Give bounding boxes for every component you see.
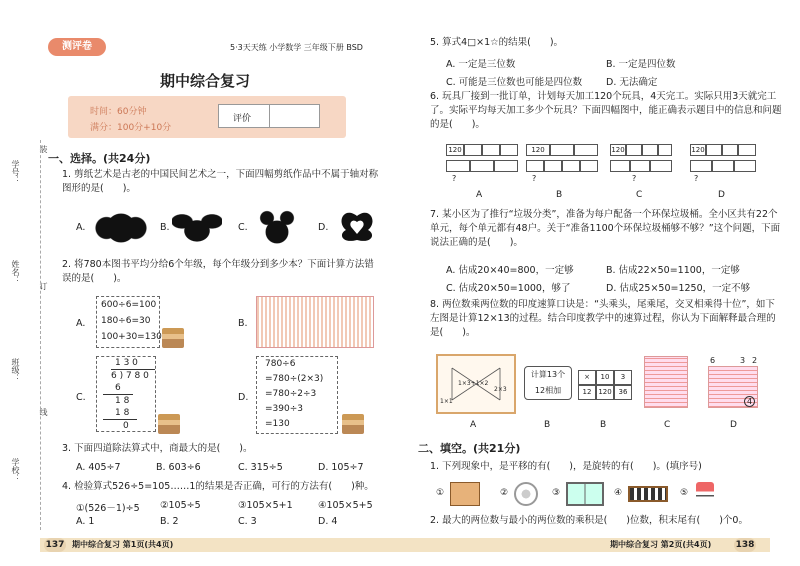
q2-c-quotient: 1 3 0	[115, 358, 138, 368]
series-header: 5·3天天练 小学数学 三年级下册 BSD	[230, 43, 363, 52]
q6-label-b[interactable]: B	[556, 190, 563, 200]
q2-c-step1: 6	[103, 382, 133, 395]
question-8: 8. 两位数乘两位数的印度速算口诀是：“头乘头，尾乘尾，交叉相乘得十位”，如下左图是计算12×13的过程。结合印度教学中的速算过程，你认为下面解释最合理的是( )。	[430, 299, 776, 338]
q6-diagram-c: 120 ?	[610, 144, 672, 184]
section-choice: 一、选择。(共24分)	[48, 152, 151, 165]
q7-option-a[interactable]: A. 估成20×40=800，一定够	[446, 265, 574, 276]
fill-question-2: 2. 最大的两位数与最小的两位数的乘积是( )位数，积末尾有( )个0。	[430, 515, 748, 526]
margin-student-id: 学号：	[11, 160, 20, 184]
q3-option-d[interactable]: D. 105÷7	[318, 462, 364, 473]
cut-mark-2: 订	[39, 282, 48, 290]
q7-option-d[interactable]: D. 估成25×50=1250，一定不够	[606, 283, 751, 294]
q2-a-line2: 180÷6=30	[101, 316, 151, 326]
books-c-icon	[158, 414, 180, 434]
q8-option-c-grid: × 10 3 12 120 36	[578, 370, 632, 400]
margin-class: 班级：	[11, 358, 20, 382]
books-d-icon	[342, 414, 364, 434]
f1-item-4	[614, 480, 674, 508]
chair-icon	[696, 482, 714, 506]
q7-option-b[interactable]: B. 估成22×50=1100，一定够	[606, 265, 740, 276]
rating-box	[218, 104, 320, 128]
q6-label-c[interactable]: C	[636, 190, 643, 200]
q2-c-step3: 1 8	[103, 407, 137, 420]
page-number-left: 137	[45, 540, 65, 550]
f1-num-3: ③	[552, 488, 561, 498]
q3-option-b[interactable]: B. 603÷6	[156, 462, 201, 473]
q4-option-c[interactable]: C. 3	[238, 516, 257, 527]
q2-d-line3: =780÷2÷3	[265, 389, 317, 399]
q2-d-line1: 780÷6	[265, 359, 296, 369]
q2-option-c[interactable]: C.	[76, 392, 86, 403]
papercut-d-icon	[334, 208, 380, 248]
cut-mark-1: 装	[39, 145, 48, 153]
score-info: 满分：100分+10分	[90, 123, 172, 133]
f1-item-1	[436, 480, 496, 508]
q4-option-b[interactable]: B. 2	[160, 516, 179, 527]
q6-label-a[interactable]: A	[476, 190, 483, 200]
q8-label-d[interactable]: D	[730, 420, 737, 430]
q8-option-d-figure	[700, 356, 766, 416]
q8-fig-1x1: 1×1	[440, 398, 453, 405]
footer-text-right: 期中综合复习 第2页(共4页)	[610, 540, 712, 549]
question-1: 1. 剪纸艺术是古老的中国民间艺术之一，下面四幅剪纸作品中不属于轴对称图形的是( )。	[62, 169, 379, 194]
f1-item-5	[680, 480, 730, 508]
q5-option-c[interactable]: C. 可能是三位数也可能是四位数	[446, 77, 583, 88]
q2-option-d[interactable]: D.	[238, 392, 249, 403]
section-fill: 二、填空。(共21分)	[418, 442, 521, 455]
window-icon	[566, 482, 604, 506]
q6-diagram-d: 120 ?	[690, 144, 756, 184]
rating-label: 评价	[233, 114, 252, 124]
papercut-a-icon	[92, 208, 150, 248]
question-6: 6. 玩具厂接到一批订单，计划每天加工120个玩具，4天完工。实际只用3天就完工了。实际平均每天加工多少个玩具？下面四幅图中，能正确表示题目中的信息和问题的是( )。	[430, 91, 782, 130]
q5-option-b[interactable]: B. 一定是四位数	[606, 59, 676, 70]
q8-label-b[interactable]: B	[544, 420, 551, 430]
fill-question-1: 1. 下列现象中，是平移的有( )，是旋转的有( )。(填序号)	[430, 461, 702, 472]
papercut-c-icon	[252, 208, 302, 248]
q8-fig-2x3: 2×3	[494, 386, 507, 393]
cut-mark-3: 线	[39, 408, 48, 416]
q2-d-line2: =780÷(2×3)	[265, 374, 324, 384]
q6-diagram-a: 120 ?	[446, 144, 518, 184]
q2-c-step2: 1 8	[115, 396, 130, 406]
q1-option-a[interactable]: A.	[76, 222, 86, 233]
q2-option-a[interactable]: A.	[76, 318, 86, 329]
time-info: 时间：60分钟	[90, 107, 147, 117]
q4-option-a[interactable]: A. 1	[76, 516, 95, 527]
f1-num-4: ④	[614, 488, 623, 498]
q2-c-divisor: 6 ) 7 8 0	[111, 369, 155, 382]
q2-c-remainder: 0	[123, 421, 129, 431]
info-panel	[68, 96, 346, 138]
fan-icon	[514, 482, 538, 506]
question-5: 5. 算式4□×1☆的结果( )。	[430, 37, 564, 48]
q8-fig-cross: 1×3+1×2	[458, 380, 489, 387]
right-page	[400, 0, 800, 566]
q2-d-line5: =130	[265, 419, 290, 429]
q3-option-a[interactable]: A. 405÷7	[76, 462, 121, 473]
q8-grid-picture-c	[644, 356, 688, 408]
q8-d-num-6: 6	[710, 356, 716, 365]
q8-label-c-b: B	[600, 420, 607, 430]
footer-bar-right	[400, 538, 770, 552]
q5-option-d[interactable]: D. 无法确定	[606, 77, 658, 88]
question-3: 3. 下面四道除法算式中，商最大的是( )。	[62, 443, 253, 454]
q8-label-a[interactable]: A	[470, 420, 477, 430]
f1-item-3	[552, 480, 610, 508]
q8-d-num-4: 4	[744, 396, 755, 407]
q8-b-line1: 计算13个	[530, 370, 566, 379]
margin-name: 姓名：	[11, 260, 20, 284]
q2-c-long-division	[96, 356, 156, 432]
q5-option-a[interactable]: A. 一定是三位数	[446, 59, 516, 70]
q7-option-c[interactable]: C. 估成20×50=1000，够了	[446, 283, 571, 294]
q2-a-line1: 600÷6=100	[101, 300, 157, 310]
books-a-icon	[162, 328, 184, 348]
q6-diagram-b: 120 ?	[526, 144, 598, 184]
f1-num-2: ②	[500, 488, 509, 498]
question-7: 7. 某小区为了推行“垃圾分类”，准备为每户配备一个环保垃圾桶。全小区共有22个单元，每个单元都有48户。关于“准备1100个环保垃圾桶够不够？”这个问题，下面说法正确的是( )。	[430, 209, 781, 248]
q2-option-b[interactable]: B.	[238, 318, 248, 329]
q4-method-2: ②105÷5	[160, 500, 201, 511]
q8-d-num-2: 2	[752, 356, 758, 365]
q6-label-d[interactable]: D	[718, 190, 725, 200]
question-4: 4. 检验算式526÷5=105……1的结果是否正确，可行的方法有( )种。	[62, 481, 374, 492]
q2-a-line3: 100+30=130	[101, 332, 162, 342]
f1-item-2	[500, 480, 550, 508]
abacus-icon	[628, 486, 668, 502]
q8-example-figure	[436, 354, 516, 414]
papercut-b-icon	[172, 210, 222, 248]
page-title: 期中综合复习	[160, 72, 251, 90]
q4-option-d[interactable]: D. 4	[318, 516, 338, 527]
question-2: 2. 将780本图书平均分给6个年级，每个年级分到多少本？下面计算方法错误的是( )。	[62, 259, 374, 284]
f1-num-5: ⑤	[680, 488, 689, 498]
q8-label-c[interactable]: C	[664, 420, 671, 430]
q2-d-line4: =390÷3	[265, 404, 303, 414]
q2-b-shelf-image	[256, 296, 374, 348]
q1-option-d[interactable]: D.	[318, 222, 329, 233]
q8-d-num-3: 3	[740, 356, 746, 365]
margin-school: 学校：	[11, 458, 20, 482]
q8-option-b-box	[524, 366, 572, 400]
drawer-icon	[450, 482, 480, 506]
q4-method-1: ①(526－1)÷5	[76, 503, 140, 514]
q1-option-b[interactable]: B.	[160, 222, 170, 233]
q1-option-c[interactable]: C.	[238, 222, 248, 233]
footer-text-left: 期中综合复习 第1页(共4页)	[72, 540, 174, 549]
badge: 测评卷	[48, 38, 106, 56]
q3-option-c[interactable]: C. 315÷5	[238, 462, 283, 473]
q4-method-4: ④105×5+5	[318, 500, 373, 511]
q8-b-line2: 12相加	[534, 386, 562, 395]
f1-num-1: ①	[436, 488, 445, 498]
q2-d-calc	[256, 356, 338, 434]
page-number-right: 138	[735, 540, 755, 550]
q4-method-3: ③105×5+1	[238, 500, 293, 511]
q2-a-calc	[96, 296, 160, 348]
